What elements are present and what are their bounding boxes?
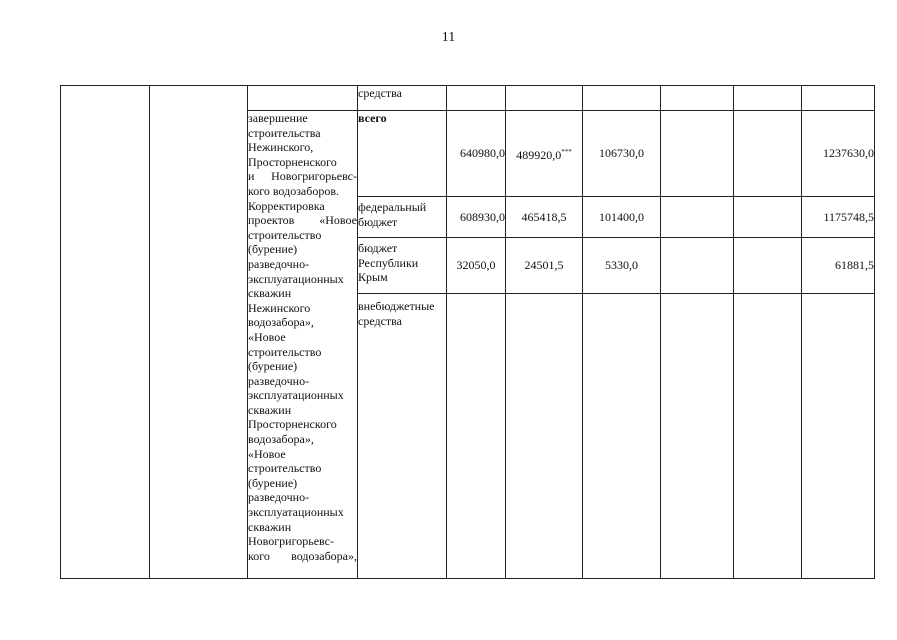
description-line: разведочно- xyxy=(248,256,310,271)
description-word: «Новое xyxy=(319,213,357,228)
description-line: скважин xyxy=(248,402,292,417)
source-cell: внебюджетные средства xyxy=(358,294,447,579)
program-funding-table xyxy=(60,85,875,579)
description-line xyxy=(248,213,357,228)
value-cell xyxy=(583,294,661,579)
value-cell xyxy=(506,294,583,579)
description-line: скважин xyxy=(248,286,292,301)
total-cell xyxy=(802,294,875,579)
value-cell xyxy=(661,294,734,579)
description-line: Просторненского xyxy=(248,154,337,169)
description-line: строительство xyxy=(248,344,322,359)
description-line: Корректировка xyxy=(248,198,325,213)
description-line: разведочно- xyxy=(248,490,310,505)
measure-description xyxy=(248,111,358,579)
value-cell: 101400,0 xyxy=(583,197,661,238)
description-line: эксплуатационных xyxy=(248,505,344,520)
name-cell xyxy=(150,86,248,579)
description-cell-top xyxy=(248,86,358,111)
description-line: (бурение) xyxy=(248,475,298,490)
description-line: кого водозаборов. xyxy=(248,183,340,198)
description-line: «Новое xyxy=(248,446,286,461)
description-line: «Новое xyxy=(248,329,286,344)
source-cell: всего xyxy=(358,111,447,197)
description-line: Просторненского xyxy=(248,417,337,432)
description-word: проектов xyxy=(248,213,295,228)
value-cell: 465418,5 xyxy=(506,197,583,238)
description-line: (бурение) xyxy=(248,359,298,374)
value-cell: 489920,0*** xyxy=(506,111,583,197)
value-cell xyxy=(661,111,734,197)
value-cell: 5330,0 xyxy=(583,238,661,294)
value-cell xyxy=(734,197,802,238)
description-word: и xyxy=(248,169,255,184)
page-number: 11 xyxy=(441,30,456,45)
description-word: кого xyxy=(248,548,270,563)
total-cell: 61881,5 xyxy=(802,238,875,294)
number-cell xyxy=(61,86,150,579)
description-line: Новогригорьевс- xyxy=(248,534,334,549)
description-line: водозабора», xyxy=(248,315,314,330)
description-word: водозабора», xyxy=(291,548,357,563)
value-cell xyxy=(661,238,734,294)
value-cell xyxy=(661,197,734,238)
total-cell: 1237630,0 xyxy=(802,111,875,197)
value-cell xyxy=(734,111,802,197)
description-line: строительства xyxy=(248,125,321,140)
source-cell: средства xyxy=(358,86,447,111)
value-cell xyxy=(734,294,802,579)
total-cell: 1175748,5 xyxy=(802,197,875,238)
footnote-mark: *** xyxy=(561,147,572,156)
value-cell: 640980,0 xyxy=(447,111,506,197)
description-line: эксплуатационных xyxy=(248,388,344,403)
source-cell: бюджет Республики Крым xyxy=(358,238,447,294)
description-line: строительство xyxy=(248,227,322,242)
description-line: строительство xyxy=(248,461,322,476)
description-line: Нежинского, xyxy=(248,140,314,155)
description-line: (бурение) xyxy=(248,242,298,257)
description-word: Новогригорьевс- xyxy=(271,169,357,184)
value-cell: 106730,0 xyxy=(583,111,661,197)
table-row xyxy=(61,86,875,111)
description-line: эксплуатационных xyxy=(248,271,344,286)
description-line: завершение xyxy=(248,111,308,125)
value-cell xyxy=(447,294,506,579)
description-line xyxy=(248,549,357,564)
description-line xyxy=(248,169,357,184)
value-cell xyxy=(734,238,802,294)
description-line: скважин xyxy=(248,519,292,534)
value-cell: 608930,0 xyxy=(447,197,506,238)
description-line: водозабора», xyxy=(248,432,314,447)
value-cell: 24501,5 xyxy=(506,238,583,294)
source-cell: федеральный бюджет xyxy=(358,197,447,238)
value-cell: 32050,0 xyxy=(447,238,506,294)
description-line: разведочно- xyxy=(248,373,310,388)
description-line: Нежинского xyxy=(248,300,311,315)
